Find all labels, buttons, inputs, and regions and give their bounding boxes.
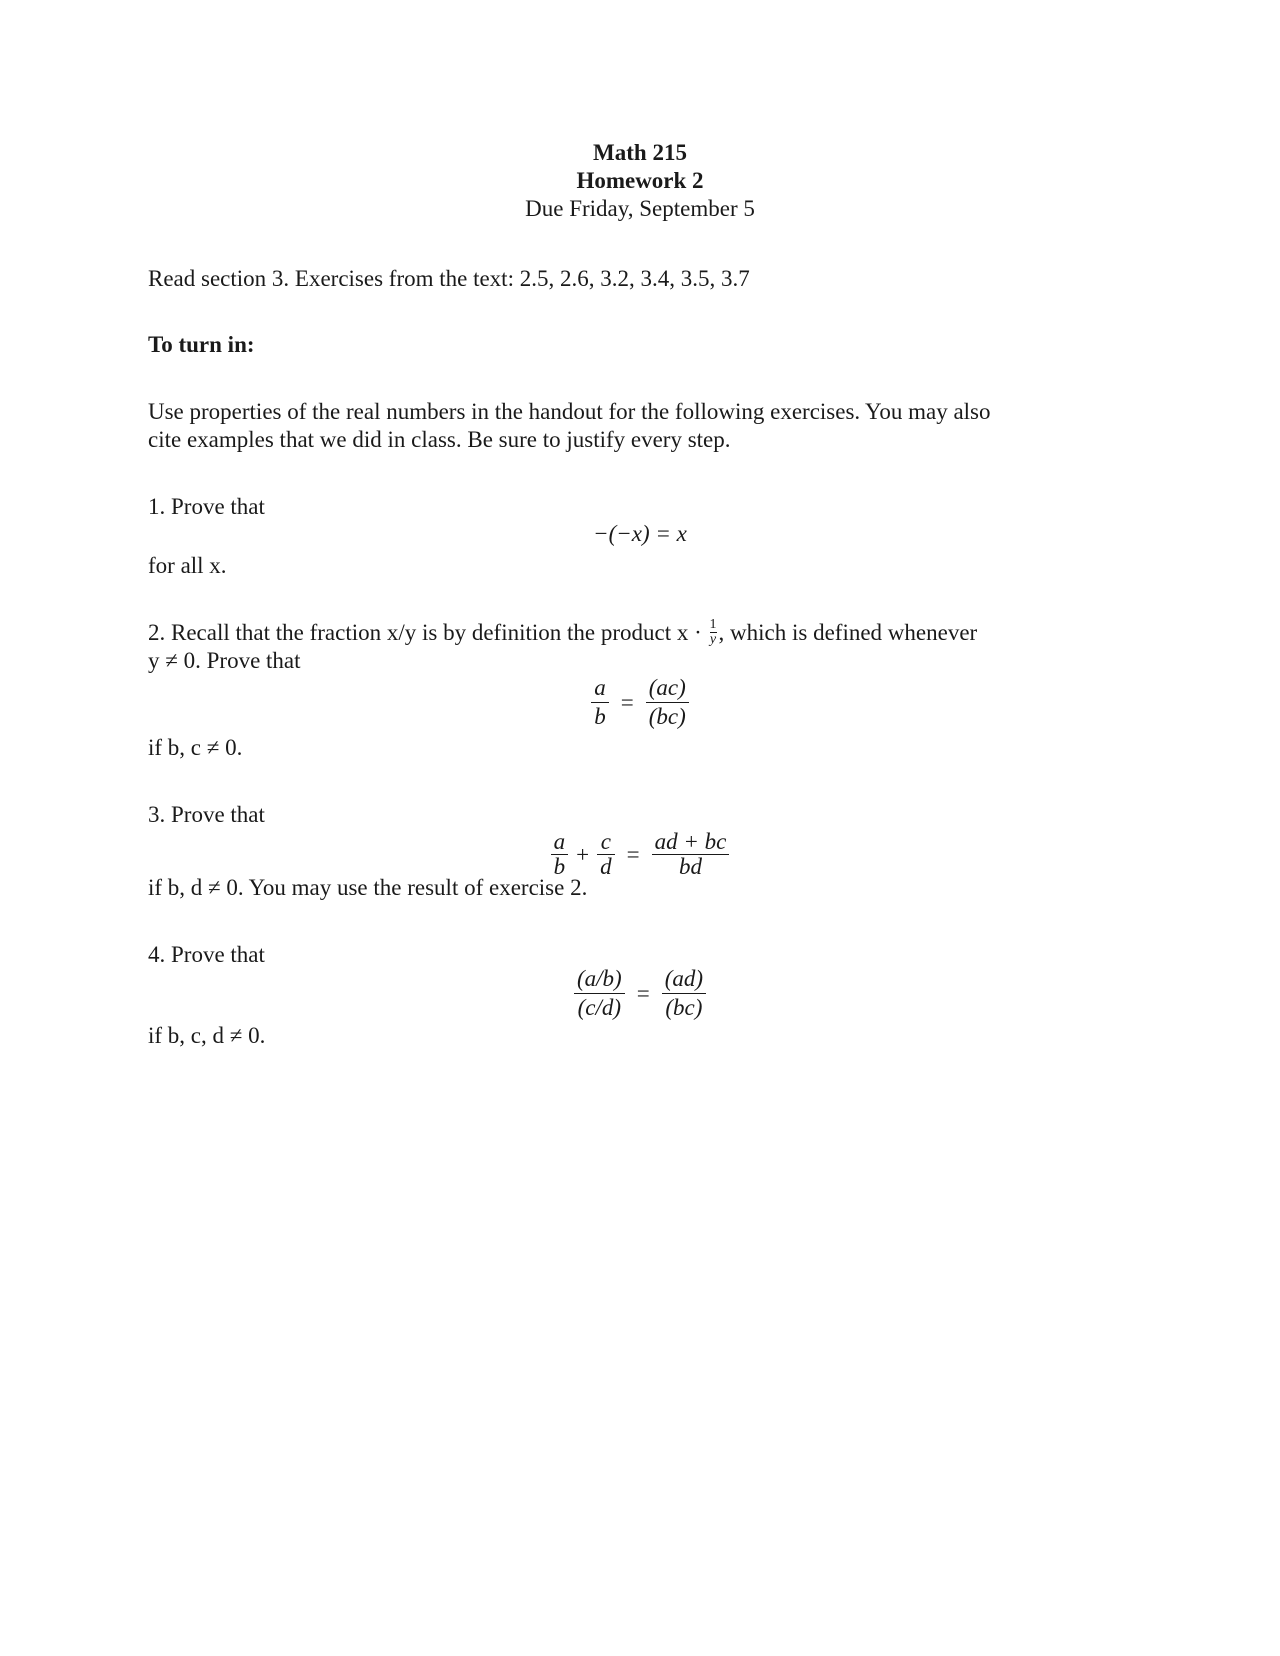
due-date: Due Friday, September 5 [525,196,755,221]
problem-2-intro-b: , which is defined whenever [718,620,978,645]
fraction-numerator: (ac) [648,675,686,700]
problem-1-intro: 1. Prove that [148,494,265,519]
problem-2-intro-line-1 [148,618,977,649]
problem-4-intro: 4. Prove that [148,942,265,967]
small-fraction-numerator: 1 [709,617,717,633]
fraction-numerator: (a/b) [576,966,622,991]
problem-2-lhs-fraction [591,674,609,731]
problem-2-equation [580,674,700,731]
problem-3-rhs-fraction [652,830,730,879]
equals-sign: = [620,689,634,715]
fraction-denominator: (c/d) [577,995,622,1020]
problem-3-intro: 3. Prove that [148,802,265,827]
assignment-title: Homework 2 [576,168,704,193]
problem-3-condition: if b, d ≠ 0. You may use the result of exercise 2. [148,875,588,900]
problem-2-small-fraction [710,618,717,647]
small-fraction-denominator: y [709,632,717,648]
problem-2-rhs-fraction [646,674,689,731]
fraction-denominator: (bc) [648,704,686,729]
problem-1-condition: for all x. [148,553,227,578]
fraction-numerator: c [600,829,611,854]
problem-3-second-fraction [597,830,615,879]
fraction-denominator: b [553,854,566,879]
problem-3-first-fraction [551,830,569,879]
problem-3-equation [540,830,740,879]
fraction-denominator: (bc) [665,995,703,1020]
plus-sign: + [576,841,590,867]
problem-2-intro-line-2: y ≠ 0. Prove that [148,648,301,673]
fraction-denominator: bd [678,854,702,879]
equals-sign: = [626,841,640,867]
fraction-numerator: a [594,675,606,700]
course-title: Math 215 [593,140,687,165]
problem-2-intro-a: 2. Recall that the fraction x/y is by definition the product x · [148,620,708,645]
problem-2-condition: if b, c ≠ 0. [148,735,243,760]
fraction-numerator: ad + bc [654,829,727,854]
fraction-numerator: (ad) [664,966,704,991]
fraction-denominator: b [594,704,606,729]
problem-1-equation: −(−x) = x [593,521,687,546]
turn-in-heading: To turn in: [148,332,255,357]
fraction-denominator: d [600,854,612,879]
instructions-line-1: Use properties of the real numbers in the handout for the following exercises. You may also [148,399,991,424]
equals-sign: = [636,980,650,1006]
problem-4-condition: if b, c, d ≠ 0. [148,1023,266,1048]
problem-4-lhs-fraction [574,965,625,1022]
problem-4-equation [545,965,735,1022]
instructions-line-2: cite examples that we did in class. Be sure to justify every step. [148,427,731,452]
reading-assignment: Read section 3. Exercises from the text: 2.5, 2.6, 3.2, 3.4, 3.5, 3.7 [148,266,750,291]
fraction-numerator: a [553,829,566,854]
problem-4-rhs-fraction [662,965,706,1022]
